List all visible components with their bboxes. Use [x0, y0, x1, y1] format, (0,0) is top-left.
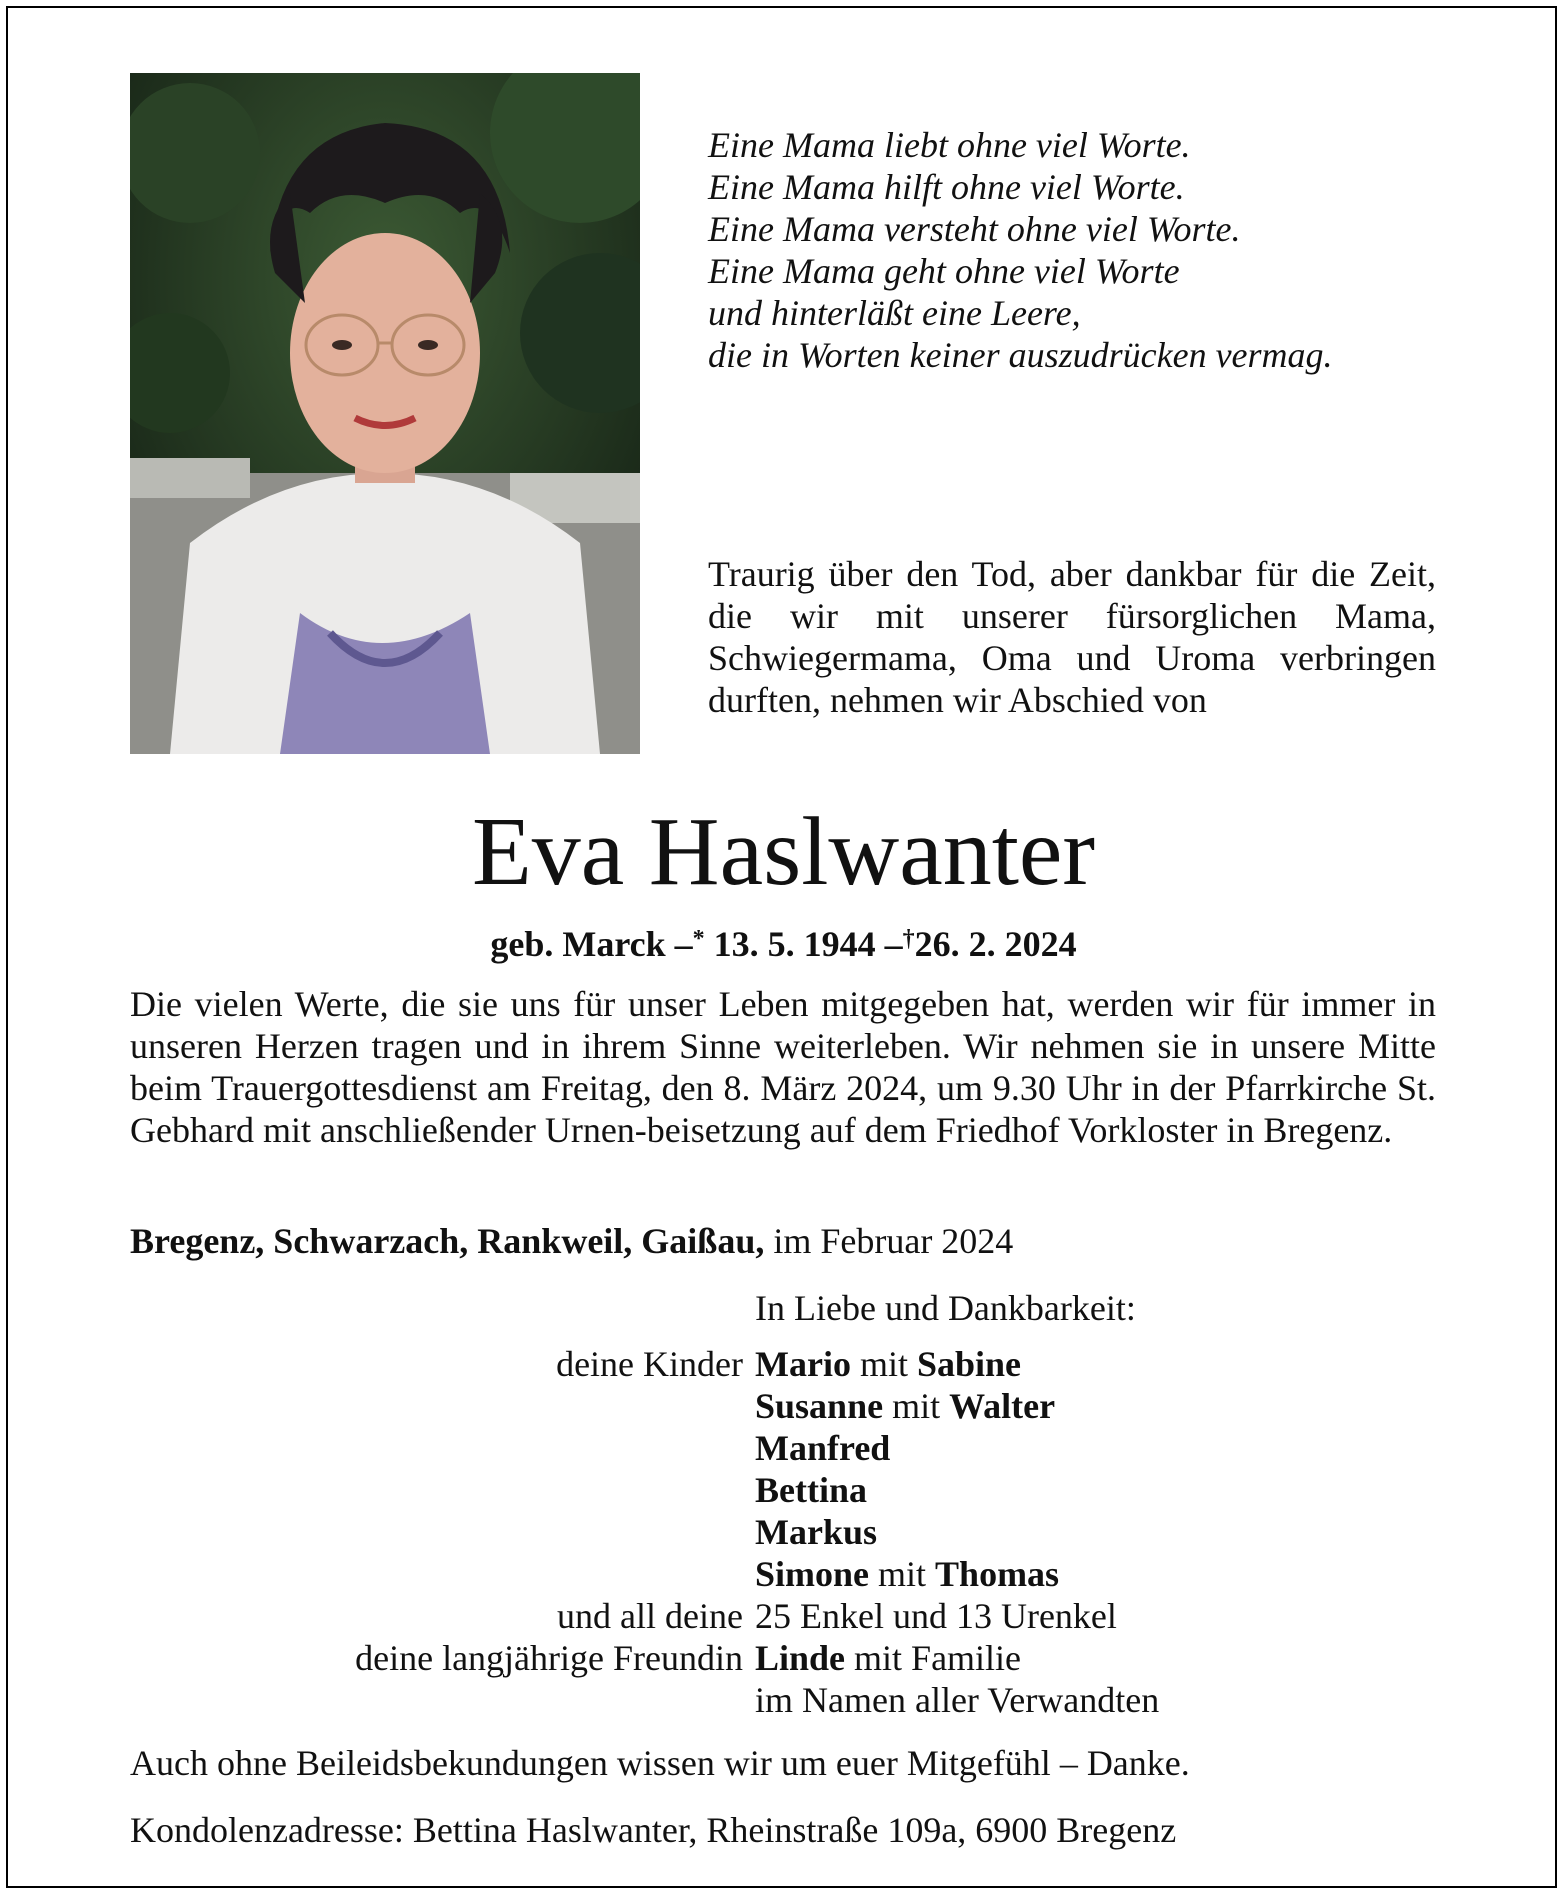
friend-suffix: mit Familie [854, 1638, 1022, 1678]
children-label: deine Kinder [556, 1344, 743, 1384]
child-partner: Walter [949, 1386, 1056, 1426]
mourners-heading: In Liebe und Dankbarkeit: [755, 1288, 1136, 1328]
death-date: 26. 2. 2024 [914, 924, 1077, 964]
child-name: Mario [755, 1344, 851, 1384]
death-symbol: † [902, 926, 915, 952]
child-partner: Sabine [916, 1344, 1022, 1384]
places-date: im Februar 2024 [773, 1221, 1014, 1261]
poem-line: Eine Mama versteht ohne viel Worte. [708, 209, 1241, 249]
deceased-name: Eva Haslwanter [471, 798, 1096, 906]
poem-line: Eine Mama liebt ohne viel Worte. [708, 125, 1191, 165]
relatives-text: im Namen aller Verwandten [755, 1680, 1160, 1720]
poem-line: Eine Mama geht ohne viel Worte [708, 251, 1180, 291]
places-towns: Bregenz, Schwarzach, Rankweil, Gaißau, [130, 1221, 765, 1261]
portrait-illustration [130, 73, 640, 754]
grandchildren-label: und all deine [557, 1596, 743, 1636]
poem-line: und hinterläßt eine Leere, [708, 293, 1081, 333]
child-partner: Thomas [935, 1554, 1060, 1594]
portrait-photo [130, 73, 640, 754]
closing-line: Auch ohne Beileidsbekundungen wissen wir um euer Mitgefühl – Danke. [130, 1743, 1190, 1783]
memorial-poem [708, 124, 1468, 376]
birth-symbol: * [692, 926, 705, 952]
child-name: Markus [755, 1512, 878, 1552]
child-name: Manfred [755, 1428, 891, 1468]
life-dates [0, 917, 1567, 966]
child-name: Simone [755, 1554, 870, 1594]
intro-paragraph: Traurig über den Tod, aber dankbar für die Zeit, die wir mit unserer fürsorglichen Mama, Schwiegermama, Oma und Uroma verbringen durften, nehmen wir Abschied von [708, 554, 1436, 720]
friend-name: Linde [755, 1638, 846, 1678]
poem-line: Eine Mama hilft ohne viel Worte. [708, 167, 1185, 207]
condolence-address: Kondolenzadresse: Bettina Haslwanter, Rheinstraße 109a, 6900 Bregenz [130, 1810, 1177, 1850]
grandchildren-text: 25 Enkel und 13 Urenkel [755, 1596, 1117, 1636]
friend-label: deine langjährige Freundin [355, 1638, 743, 1678]
maiden-name: geb. Marck [490, 924, 666, 964]
birth-date: 13. 5. 1944 [713, 924, 876, 964]
separator: – [674, 924, 693, 964]
separator: – [884, 924, 903, 964]
places-line [130, 1219, 1430, 1263]
child-name: Bettina [755, 1470, 867, 1510]
poem-line: die in Worten keiner auszudrücken vermag. [708, 335, 1333, 375]
funeral-details: Die vielen Werte, die sie uns für unser Leben mitgegeben hat, werden wir für immer in unseren Herzen tragen und in ihrem Sinne weiterleben. Wir nehmen sie in unsere Mitte beim Trauergottesdienst am Freitag, den 8. März 2024, um 9.30 Uhr in der Pfarrkirche St. Gebhard mit anschließender Urnen-beisetzung auf dem Friedhof Vorkloster in Bregenz. [130, 984, 1436, 1150]
child-name: Susanne [755, 1386, 884, 1426]
